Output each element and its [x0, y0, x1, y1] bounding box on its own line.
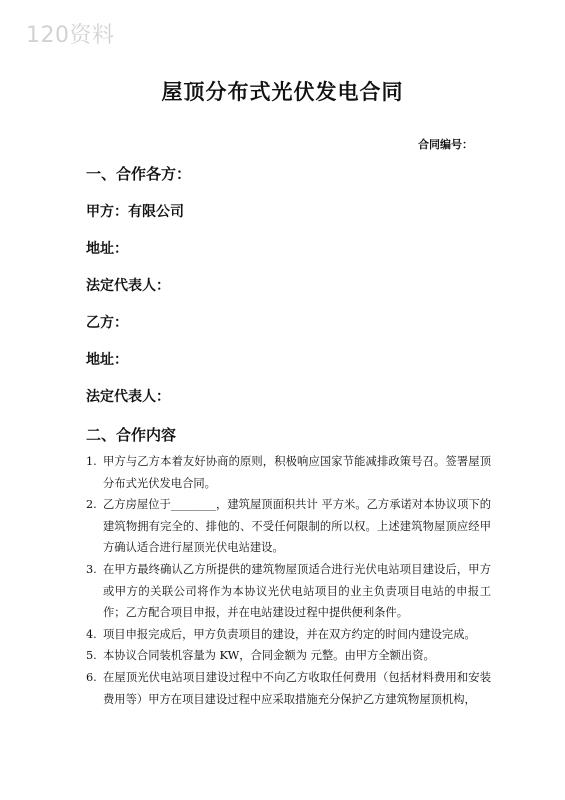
- party-b-address: 地址：: [86, 352, 128, 368]
- section-heading-content: 二、合作内容: [86, 426, 177, 444]
- clause-item: [86, 451, 491, 494]
- clause-list: [86, 451, 491, 710]
- clause-item: [86, 667, 491, 710]
- party-b-legal-representative: 法定代表人：: [86, 389, 170, 405]
- clause-text: 乙方房屋位于________，建筑屋顶面积共计 平方米。乙方承诺对本协议项下的建筑物拥有完全的、排他的、不受任何限制的所以权。上述建筑物屋顶应经甲方确认适合进行屋顶光伏电站建设。: [103, 498, 491, 555]
- clause-text: 甲方与乙方本着友好协商的原则，积极响应国家节能减排政策号召。签署屋顶分布式光伏发电合同。: [103, 455, 491, 490]
- clause-item: [86, 559, 491, 624]
- document-title: 屋顶分布式光伏发电合同: [161, 80, 404, 104]
- party-a-name: 甲方：有限公司: [86, 204, 184, 220]
- clause-text: 在屋顶光伏电站项目建设过程中不向乙方收取任何费用（包括材料费用和安装费用等）甲方在项目建设过程中应采取措施充分保护乙方建筑物屋顶机构，: [103, 670, 491, 706]
- clause-number: 2.: [86, 498, 97, 512]
- clause-text: 在甲方最终确认乙方所提供的建筑物屋顶适合进行光伏电站项目建设后，甲方或甲方的关联公司将作为本协议光伏电站项目的业主负责项目电站的申报工作；乙方配合项目申报，并在电站建设过程中提供便利条件。: [103, 562, 491, 620]
- clause-number: 4.: [86, 627, 97, 641]
- clause-text: 本协议合同装机容量为 KW，合同金额为 元整。由甲方全额出资。: [103, 649, 435, 663]
- section-heading-parties: 一、合作各方：: [86, 165, 192, 183]
- clause-number: 1.: [86, 455, 97, 468]
- clause-item: [86, 645, 491, 667]
- clause-number: 6.: [86, 670, 97, 684]
- clause-item: [86, 624, 491, 646]
- watermark: 120资料: [26, 23, 115, 48]
- party-a-legal-representative: 法定代表人：: [86, 278, 170, 294]
- clause-number: 3.: [86, 562, 97, 576]
- party-a-address: 地址：: [86, 241, 128, 257]
- clause-item: [86, 494, 491, 559]
- contract-number-label: 合同编号：: [418, 138, 473, 151]
- clause-number: 5.: [86, 649, 97, 663]
- clause-text: 项目申报完成后，甲方负责项目的建设，并在双方约定的时间内建设完成。: [103, 627, 476, 641]
- party-b-name: 乙方：: [86, 315, 128, 331]
